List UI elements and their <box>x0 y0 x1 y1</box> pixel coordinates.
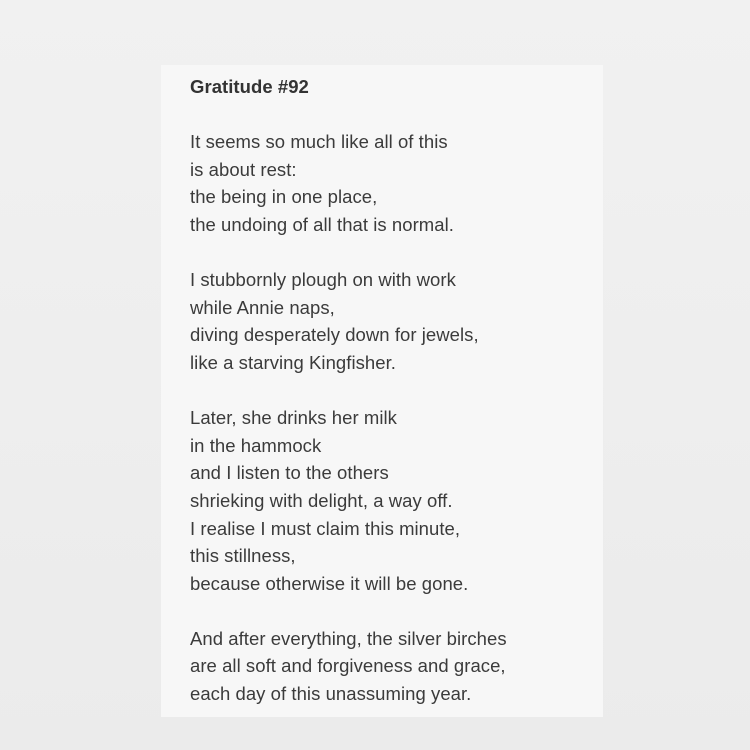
stanza-4 <box>190 625 593 708</box>
poem-line: diving desperately down for jewels, <box>190 324 479 346</box>
poem-line: shrieking with delight, a way off. <box>190 489 453 511</box>
poem-line: Later, she drinks her milk <box>190 407 397 429</box>
poem-body <box>190 73 593 708</box>
poem-line: It seems so much like all of this <box>190 131 448 153</box>
poem-line: And after everything, the silver birches <box>190 627 507 649</box>
poem-card <box>161 65 603 717</box>
poem-line: the being in one place, <box>190 186 378 208</box>
poem-line: because otherwise it will be gone. <box>190 572 469 594</box>
stanza-1 <box>190 128 593 238</box>
poem-line: in the hammock <box>190 434 322 456</box>
poem-line: and I listen to the others <box>190 462 389 484</box>
poem-line: is about rest: <box>190 158 297 180</box>
poem-line: this stillness, <box>190 545 296 567</box>
stanza-2 <box>190 266 593 376</box>
stanza-3 <box>190 404 593 597</box>
poem-line: are all soft and forgiveness and grace, <box>190 655 506 677</box>
poem-line: each day of this unassuming year. <box>190 683 472 705</box>
poem-line: I stubbornly plough on with work <box>190 269 456 291</box>
poem-line: while Annie naps, <box>190 296 335 318</box>
poem-line: the undoing of all that is normal. <box>190 213 454 235</box>
poem-line: I realise I must claim this minute, <box>190 517 461 539</box>
poem-title: Gratitude #92 <box>190 76 309 97</box>
poem-line: like a starving Kingfisher. <box>190 351 396 373</box>
